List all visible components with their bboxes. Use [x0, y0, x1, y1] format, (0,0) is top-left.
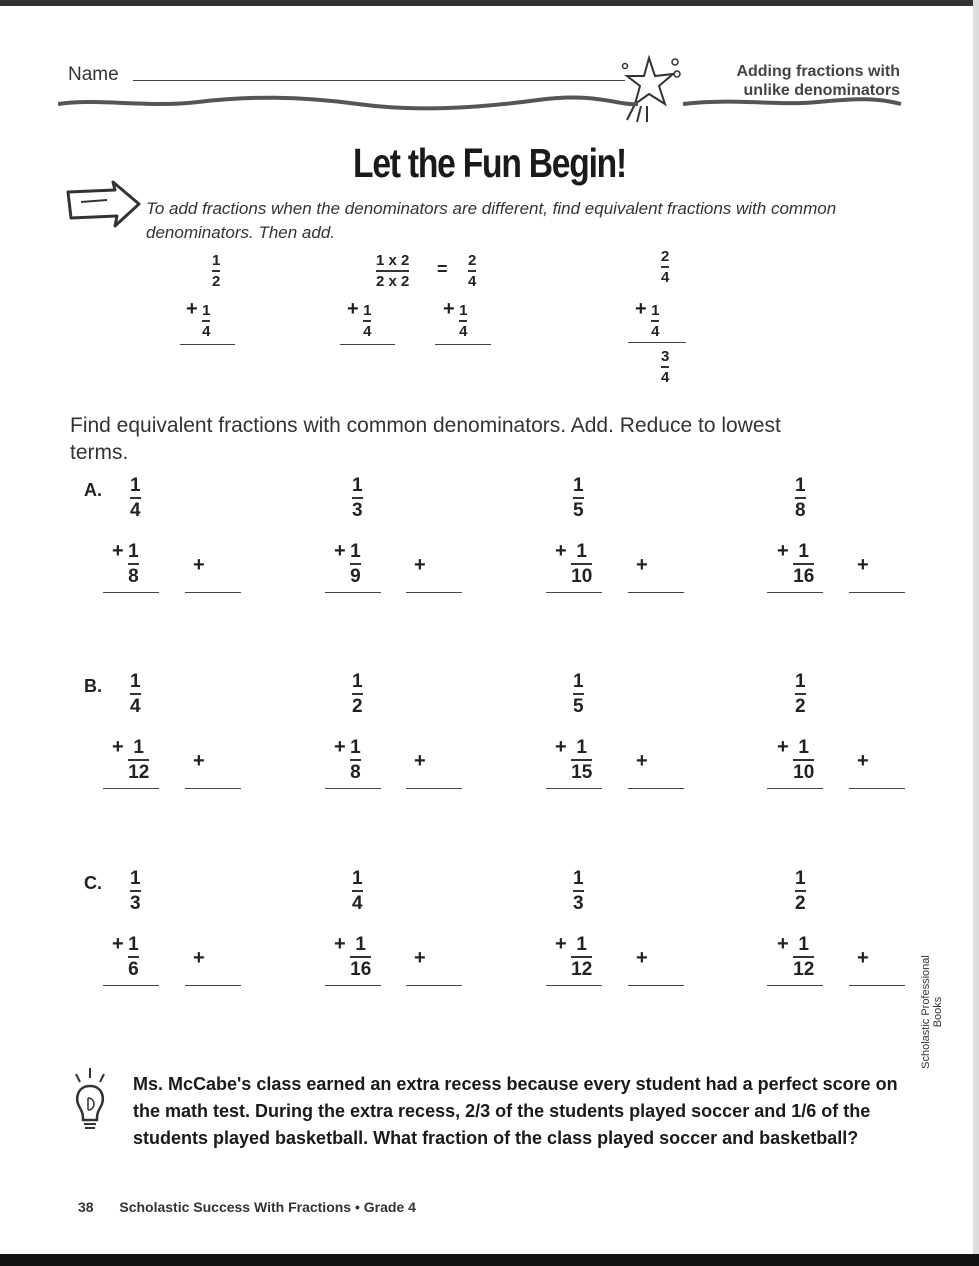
fraction [573, 869, 584, 913]
problem-bottom-fraction [555, 540, 592, 586]
word-problem: Ms. McCabe's class earned an extra recess because every student had a perfect score on the math test. During the extra recess, 2/3 of the students played soccer and 1/6 of the students played basketball. What fraction of the class played soccer and basketball? [133, 1074, 898, 1148]
fraction [573, 672, 584, 716]
plus-sign: + [635, 298, 647, 320]
answer-line[interactable] [849, 592, 905, 593]
problem-top-fraction [352, 869, 363, 913]
fraction [128, 935, 139, 979]
numerator: 1 [798, 541, 809, 562]
denominator: 5 [573, 696, 584, 717]
page-number: 38 [78, 1199, 94, 1215]
example-step1-bottom [186, 298, 210, 339]
intro-text: To add fractions when the denominators are different, find equivalent fractions with common denominators. Then add. [146, 199, 837, 242]
numerator: 1 [133, 737, 144, 758]
lightbulb-icon [68, 1064, 114, 1134]
numerator: 2 [661, 248, 670, 265]
denominator: 8 [350, 762, 361, 783]
denominator: 12 [128, 762, 150, 783]
plus-sign: + [777, 933, 789, 955]
fraction [363, 303, 371, 339]
problem-top-fraction [130, 476, 141, 520]
problem-top-fraction [130, 672, 141, 716]
fraction [793, 738, 814, 782]
page-title: Let the Fun Begin! [353, 140, 626, 186]
numerator: 1 [798, 737, 809, 758]
plus-sign: + [555, 540, 567, 562]
fraction [350, 738, 361, 782]
numerator: 1 [352, 868, 363, 889]
denominator: 10 [793, 762, 815, 783]
fraction [661, 249, 669, 285]
problem-bottom-fraction [334, 736, 361, 782]
plus-sign: + [347, 298, 359, 320]
denominator: 4 [202, 323, 211, 340]
problem-bottom-fraction [777, 933, 814, 979]
denominator: 12 [571, 959, 593, 980]
plus-sign: + [334, 540, 346, 562]
plus-sign: + [186, 298, 198, 320]
denominator: 8 [128, 566, 139, 587]
problem-top-fraction [795, 672, 806, 716]
fraction [130, 476, 141, 520]
denominator: 4 [468, 273, 477, 290]
page-footer [78, 1199, 416, 1215]
name-input-line[interactable] [133, 80, 625, 81]
fraction [212, 253, 220, 289]
plus-sign: + [414, 947, 426, 969]
denominator: 3 [130, 893, 141, 914]
fraction [376, 253, 409, 289]
example-step1-top [212, 252, 220, 289]
example-step2-mult [376, 252, 409, 289]
plus-sign: + [414, 554, 426, 576]
answer-line[interactable] [546, 592, 602, 593]
scan-right-edge [973, 0, 979, 1266]
plus-sign: + [334, 736, 346, 758]
plus-sign: + [555, 933, 567, 955]
example-step2-equiv [468, 252, 476, 289]
fraction [571, 542, 592, 586]
problem-bottom-fraction [777, 736, 814, 782]
problem-top-fraction [573, 869, 584, 913]
answer-line[interactable] [628, 592, 684, 593]
plus-sign: + [193, 554, 205, 576]
fraction [352, 476, 363, 520]
plus-sign: + [857, 947, 869, 969]
denominator: 4 [130, 696, 141, 717]
fraction [795, 869, 806, 913]
numerator: 1 [798, 934, 809, 955]
book-title: Scholastic Success With Fractions • Grade 4 [119, 1199, 416, 1215]
fraction [661, 349, 669, 385]
problem-top-fraction [573, 672, 584, 716]
plus-sign: + [334, 933, 346, 955]
answer-line[interactable] [406, 788, 462, 789]
denominator: 12 [793, 959, 815, 980]
problem-top-fraction [352, 672, 363, 716]
plus-sign: + [193, 947, 205, 969]
fraction [130, 869, 141, 913]
answer-line[interactable] [767, 592, 823, 593]
problem-bottom-fraction [777, 540, 814, 586]
denominator: 6 [128, 959, 139, 980]
problem-bottom-fraction [555, 736, 592, 782]
plus-sign: + [112, 933, 124, 955]
fraction [795, 476, 806, 520]
problem-top-fraction [795, 869, 806, 913]
plus-sign: + [857, 750, 869, 772]
fraction [651, 303, 659, 339]
row-letter: A. [84, 480, 102, 500]
numerator: 1 [363, 302, 372, 319]
denominator: 9 [350, 566, 361, 587]
example-step2-bottom-left [347, 298, 371, 339]
denominator: 4 [651, 323, 660, 340]
numerator: 1 [130, 868, 141, 889]
plus-sign: + [636, 554, 648, 576]
fraction [459, 303, 467, 339]
problem-top-fraction [130, 869, 141, 913]
name-label: Name [68, 64, 119, 85]
answer-line[interactable] [185, 788, 241, 789]
topic-line-2: unlike denominators [743, 82, 900, 99]
example-step3-bottom [635, 298, 659, 339]
numerator: 1 [651, 302, 660, 319]
answer-line [435, 344, 491, 345]
fraction [130, 672, 141, 716]
numerator: 1 [352, 475, 363, 496]
denominator: 5 [573, 500, 584, 521]
fraction [571, 738, 592, 782]
denominator: 16 [793, 566, 815, 587]
fraction [352, 869, 363, 913]
numerator: 1 [573, 868, 584, 889]
numerator: 1 [459, 302, 468, 319]
denominator: 3 [352, 500, 363, 521]
plus-sign: + [443, 298, 455, 320]
answer-line[interactable] [103, 788, 159, 789]
numerator: 1 [130, 671, 141, 692]
numerator: 1 [212, 252, 221, 269]
answer-line[interactable] [103, 592, 159, 593]
numerator: 3 [661, 348, 670, 365]
numerator: 1 [795, 475, 806, 496]
fraction [793, 935, 814, 979]
fraction [573, 476, 584, 520]
publisher-credit: Scholastic Professional Books [920, 955, 944, 1069]
plus-sign: + [777, 540, 789, 562]
numerator: 1 [795, 671, 806, 692]
topic-line-1: Adding fractions with [736, 63, 900, 80]
denominator: 4 [661, 369, 670, 386]
answer-line[interactable] [767, 985, 823, 986]
answer-line[interactable] [185, 985, 241, 986]
answer-line[interactable] [325, 788, 381, 789]
equals-sign: = [437, 259, 448, 279]
plus-sign: + [857, 554, 869, 576]
answer-line[interactable] [849, 985, 905, 986]
plus-sign: + [112, 540, 124, 562]
numerator: 1 [350, 541, 361, 562]
fraction [202, 303, 210, 339]
plus-sign: + [112, 736, 124, 758]
denominator: 4 [130, 500, 141, 521]
plus-sign: + [193, 750, 205, 772]
numerator: 1 [573, 475, 584, 496]
answer-line [628, 342, 686, 343]
problem-bottom-fraction [112, 933, 139, 979]
denominator: 4 [661, 269, 670, 286]
plus-sign: + [636, 947, 648, 969]
denominator: 4 [363, 323, 372, 340]
fraction [793, 542, 814, 586]
numerator: 1 [576, 541, 587, 562]
plus-sign: + [414, 750, 426, 772]
numerator: 1 [128, 934, 139, 955]
denominator: 10 [571, 566, 593, 587]
row-letter: B. [84, 676, 102, 696]
numerator: 1 [795, 868, 806, 889]
denominator: 2 [795, 893, 806, 914]
arrow-icon [63, 180, 143, 238]
numerator: 2 [468, 252, 477, 269]
header-divider [58, 90, 903, 112]
answer-line[interactable] [767, 788, 823, 789]
denominator: 15 [571, 762, 593, 783]
answer-line[interactable] [406, 592, 462, 593]
numerator: 1 [128, 541, 139, 562]
fraction [350, 935, 371, 979]
denominator: 16 [350, 959, 372, 980]
fraction [795, 672, 806, 716]
fraction [352, 672, 363, 716]
numerator: 1 [350, 737, 361, 758]
denominator: 4 [459, 323, 468, 340]
problem-bottom-fraction [334, 540, 361, 586]
numerator: 1 [130, 475, 141, 496]
numerator: 1 [202, 302, 211, 319]
plus-sign: + [636, 750, 648, 772]
problem-bottom-fraction [112, 736, 149, 782]
problem-bottom-fraction [334, 933, 371, 979]
answer-line[interactable] [103, 985, 159, 986]
answer-line[interactable] [325, 985, 381, 986]
answer-line[interactable] [628, 788, 684, 789]
plus-sign: + [777, 736, 789, 758]
denominator: 2 [212, 273, 221, 290]
example-step2-bottom-right [443, 298, 467, 339]
numerator: 1 x 2 [376, 252, 410, 269]
answer-line [340, 344, 395, 345]
denominator: 8 [795, 500, 806, 521]
numerator: 1 [576, 737, 587, 758]
answer-line[interactable] [406, 985, 462, 986]
problem-bottom-fraction [555, 933, 592, 979]
answer-line[interactable] [546, 788, 602, 789]
example-step3-sum [661, 348, 669, 385]
denominator: 4 [352, 893, 363, 914]
numerator: 1 [355, 934, 366, 955]
plus-sign: + [555, 736, 567, 758]
scan-bottom-edge [0, 1254, 979, 1266]
problem-top-fraction [795, 476, 806, 520]
answer-line[interactable] [325, 592, 381, 593]
numerator: 1 [352, 671, 363, 692]
fraction [350, 542, 361, 586]
star-icon [615, 52, 685, 124]
answer-line[interactable] [546, 985, 602, 986]
fraction [571, 935, 592, 979]
denominator: 3 [573, 893, 584, 914]
problem-bottom-fraction [112, 540, 139, 586]
directions-text: Find equivalent fractions with common denominators. Add. Reduce to lowest terms. [70, 414, 781, 464]
problem-top-fraction [352, 476, 363, 520]
denominator: 2 [795, 696, 806, 717]
scan-top-edge [0, 0, 979, 6]
answer-line[interactable] [185, 592, 241, 593]
fraction [128, 738, 149, 782]
fraction [468, 253, 476, 289]
problem-top-fraction [573, 476, 584, 520]
denominator: 2 [352, 696, 363, 717]
answer-line [180, 344, 235, 345]
fraction [128, 542, 139, 586]
row-letter: C. [84, 873, 102, 893]
numerator: 1 [573, 671, 584, 692]
denominator: 2 x 2 [376, 273, 410, 290]
answer-line[interactable] [849, 788, 905, 789]
answer-line[interactable] [628, 985, 684, 986]
example-step3-top [661, 248, 669, 285]
numerator: 1 [576, 934, 587, 955]
